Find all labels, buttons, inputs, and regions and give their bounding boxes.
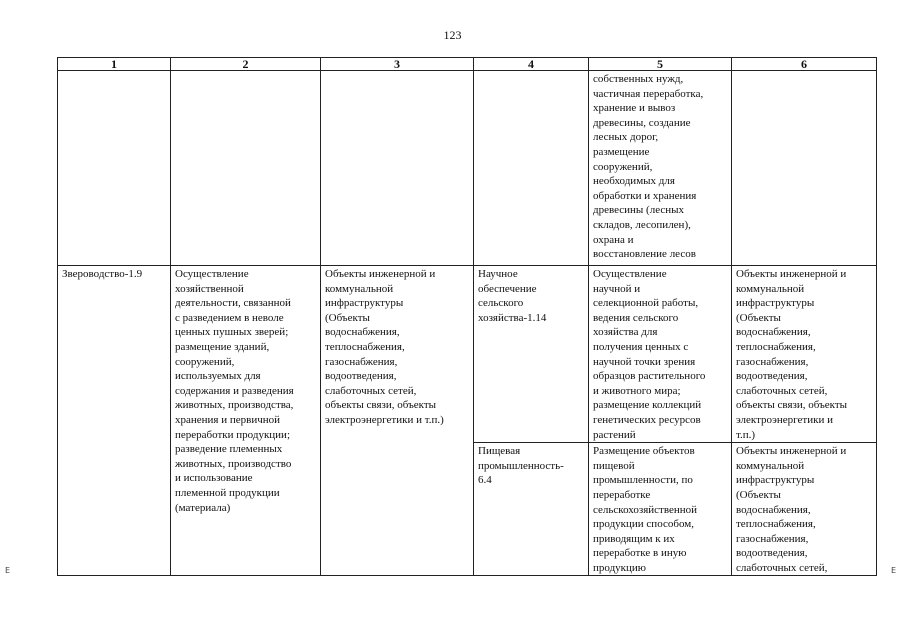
table-row-continuation	[58, 71, 877, 266]
conditional-use-description-1: Осуществление научной и селекционной работы, ведения сельского хозяйства для получения ценных с научной точки зрения образцов растительного и животного мира; размещение коллекций генетических ресурсов растений	[589, 266, 732, 443]
header-cell-4: 4	[474, 58, 589, 71]
conditional-use-infrastructure-2: Объекты инженерной и коммунальной инфраструктуры (Объекты водоснабжения, теплоснабжения, газоснабжения, водоотведения, слаботочных сетей,	[732, 443, 877, 576]
right-edge-mark: Е	[891, 566, 897, 575]
conditional-use-description-2: Размещение объектов пищевой промышленности, по переработке сельскохозяйственной продукции способом, приводящим к их переработке в иную продукцию	[589, 443, 732, 576]
table-header-row	[58, 58, 877, 71]
forestry-use-description: собственных нужд, частичная переработка, хранение и вывоз древесины, создание лесных дорог, размещение сооружений, необходимых для обработки и хранения древесины (лесных складов, лесопилен), охрана и восстановление лесов	[589, 71, 732, 266]
empty-cell	[171, 71, 321, 266]
left-edge-mark: Е	[5, 566, 11, 575]
header-cell-2: 2	[171, 58, 321, 71]
empty-cell	[474, 71, 589, 266]
zoning-table	[57, 57, 877, 576]
empty-cell	[58, 71, 171, 266]
header-cell-5: 5	[589, 58, 732, 71]
empty-cell	[321, 71, 474, 266]
page-number: 123	[443, 28, 462, 42]
header-cell-6: 6	[732, 58, 877, 71]
main-use-name: Звероводство-1.9	[58, 266, 171, 576]
conditional-use-infrastructure-1: Объекты инженерной и коммунальной инфраструктуры (Объекты водоснабжения, теплоснабжения, газоснабжения, водоотведения, слаботочных сетей, объекты связи, объекты электроэнергетики и т.п.)	[732, 266, 877, 443]
conditional-use-name-2: Пищевая промышленность- 6.4	[474, 443, 589, 576]
header-cell-1: 1	[58, 58, 171, 71]
table-row-fur-farming	[58, 266, 877, 443]
conditional-use-name-1: Научное обеспечение сельского хозяйства-1.14	[474, 266, 589, 443]
main-use-description: Осуществление хозяйственной деятельности, связанной с разведением в неволе ценных пушных зверей; размещение зданий, сооружений, используемых для содержания и разведения животных, производства, хранения и первичной переработки продукции; разведение племенных животных, производство и использование племенной продукции (материала)	[171, 266, 321, 576]
empty-cell	[732, 71, 877, 266]
header-cell-3: 3	[321, 58, 474, 71]
main-use-infrastructure: Объекты инженерной и коммунальной инфраструктуры (Объекты водоснабжения, теплоснабжения, газоснабжения, водоотведения, слаботочных сетей, объекты связи, объекты электроэнергетики и т.п.)	[321, 266, 474, 576]
